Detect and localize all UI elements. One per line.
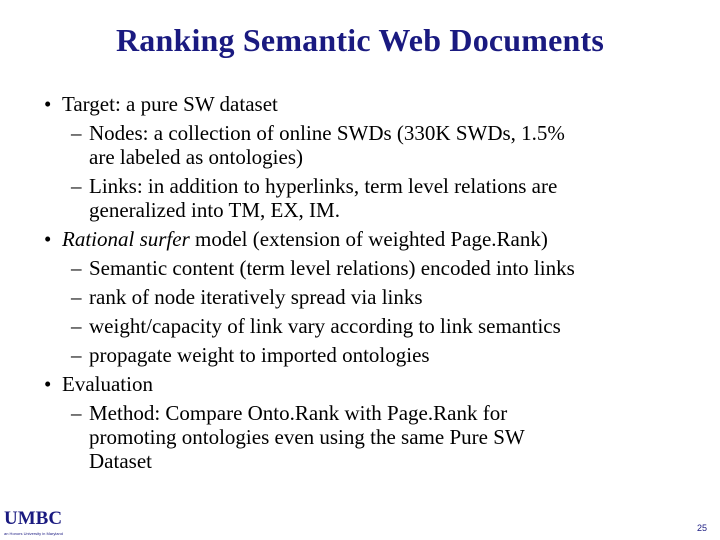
page-number: 25 (696, 523, 707, 533)
sub-bullet-line: generalized into TM, EX, IM. (89, 198, 340, 222)
sub-bullet-line: rank of node iteratively spread via links (89, 285, 423, 309)
bullet-text: Evaluation (62, 372, 153, 396)
sub-bullet-line: Links: in addition to hyperlinks, term level relations are (89, 174, 558, 198)
dash-icon: – (71, 343, 82, 367)
sub-bullet-line: Method: Compare Onto.Rank with Page.Rank for (89, 401, 508, 425)
bullet-rational-surfer (44, 227, 704, 251)
dash-icon: – (71, 285, 82, 309)
dash-icon: – (71, 256, 82, 280)
sub-bullet-line: Nodes: a collection of online SWDs (330K SWDs, 1.5% (89, 121, 565, 145)
sub-bullet-line: promoting ontologies even using the same Pure SW (89, 425, 525, 449)
dash-icon: – (71, 121, 82, 145)
sub-bullet-line: Semantic content (term level relations) encoded into links (89, 256, 575, 280)
slide-title: Ranking Semantic Web Documents (115, 22, 605, 58)
sub-bullet-line: are labeled as ontologies) (89, 145, 303, 169)
sub-bullet-line: propagate weight to imported ontologies (89, 343, 430, 367)
bullet-text: model (extension of weighted Page.Rank) (189, 227, 548, 251)
sub-bullet-method (44, 401, 704, 473)
sub-bullet-rank (44, 285, 704, 309)
dash-icon: – (71, 314, 82, 338)
umbc-logo: UMBC (4, 508, 63, 529)
bullet-icon: • (44, 227, 52, 251)
bullet-icon: • (44, 92, 52, 116)
sub-bullet-links (44, 174, 704, 222)
bullet-evaluation (44, 372, 704, 396)
bullet-target (44, 92, 704, 116)
slide-body (44, 92, 704, 473)
sub-bullet-propagate (44, 343, 704, 367)
bullet-text: Target: a pure SW dataset (62, 92, 278, 116)
dash-icon: – (71, 174, 82, 198)
sub-bullet-line: Dataset (89, 449, 152, 473)
sub-bullet-weight (44, 314, 704, 338)
umbc-tagline: an Honors University in Maryland (4, 531, 63, 536)
bullet-emphasis: Rational surfer (62, 227, 190, 251)
sub-bullet-line: weight/capacity of link vary according to link semantics (89, 314, 561, 338)
dash-icon: – (71, 401, 82, 425)
sub-bullet-nodes (44, 121, 704, 169)
bullet-icon: • (44, 372, 52, 396)
sub-bullet-semantic-content (44, 256, 704, 280)
